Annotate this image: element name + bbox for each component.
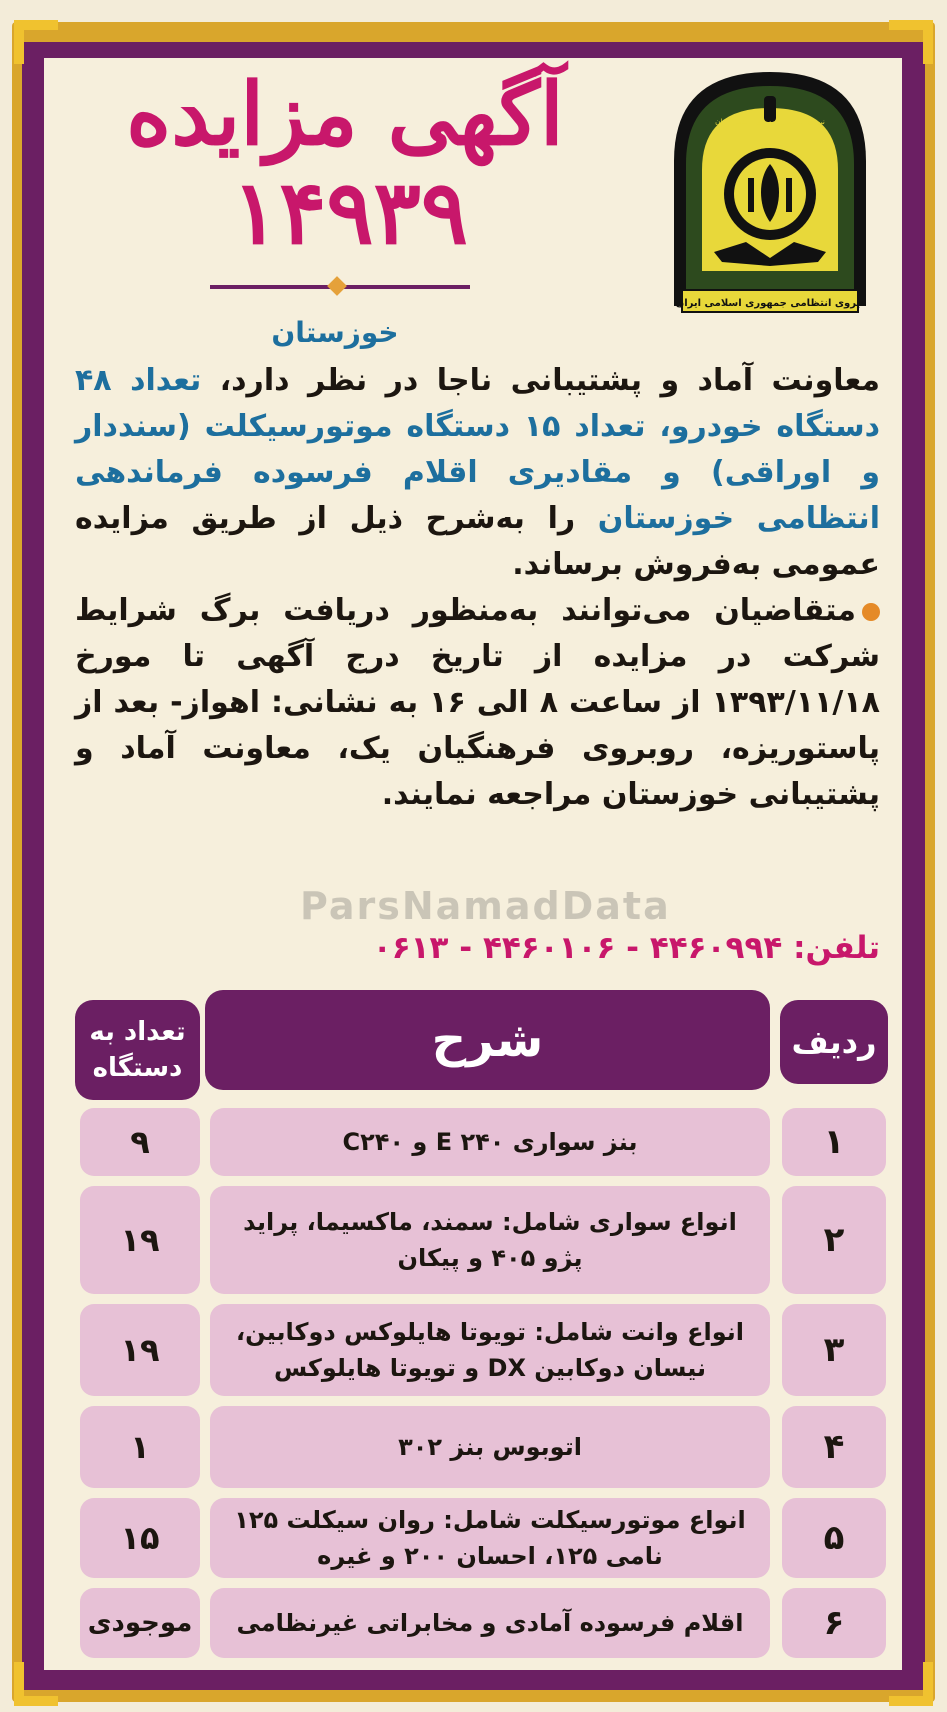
row-5-number: ۵	[782, 1498, 886, 1578]
phone-numbers: تلفن: ۴۴۶۰۹۹۴ - ۴۴۶۰۱۰۶ - ۰۶۱۳	[372, 930, 880, 966]
corner-ornament-bottom-left	[14, 1662, 58, 1706]
row-6-count: موجودی	[80, 1588, 200, 1658]
row-4-number: ۴	[782, 1406, 886, 1488]
intro-text: در نظر دارد،	[201, 363, 437, 398]
ad-title: آگهی مزایده	[126, 64, 564, 165]
row-4-count: ۱	[80, 1406, 200, 1488]
header-count: تعداد به دستگاه	[75, 1000, 200, 1100]
row-2-count: ۱۹	[80, 1186, 200, 1294]
watermark: ParsNamadData	[300, 884, 671, 928]
police-emblem-icon	[668, 66, 872, 318]
row-6-description: اقلام فرسوده آمادی و مخابراتی غیرنظامی	[210, 1588, 770, 1658]
corner-ornament-bottom-right	[889, 1662, 933, 1706]
row-5-count: ۱۵	[80, 1498, 200, 1578]
header-row-number: ردیف	[780, 1000, 888, 1084]
ad-number: ۱۴۹۳۹	[231, 160, 469, 264]
row-1-count: ۹	[80, 1108, 200, 1176]
row-3-description: انواع وانت شامل: تویوتا هایلوکس دوکابین، نیسان دوکابین DX و تویوتا هایلوکس	[210, 1304, 770, 1396]
row-2-number: ۲	[782, 1186, 886, 1294]
row-4-description: اتوبوس بنز ۳۰۲	[210, 1406, 770, 1488]
corner-ornament-top-left	[14, 20, 58, 64]
header-description: شرح	[205, 990, 770, 1090]
organization-name: معاونت آماد و پشتیبانی ناجا	[436, 363, 880, 398]
emblem-caption: نیروی انتظامی جمهوری اسلامی ایران	[675, 298, 865, 309]
row-6-number: ۶	[782, 1588, 886, 1658]
row-5-description: انواع موتورسیکلت شامل: روان سیکلت ۱۲۵ نامی ۱۲۵، احسان ۲۰۰ و غیره	[210, 1498, 770, 1578]
emblem-arc-caption: نیروی انتظامی جمهوری اسلامی ایران	[715, 118, 825, 126]
row-3-count: ۱۹	[80, 1304, 200, 1396]
paragraph-instructions	[75, 588, 880, 818]
row-3-number: ۳	[782, 1304, 886, 1396]
items-summary: تعداد ۴۸ دستگاه خودرو، تعداد ۱۵ دستگاه موتورسیکلت (سنددار و اوراقی) و مقادیری اقلام فرسوده فرماندهی انتظامی خوزستان	[75, 363, 880, 536]
row-1-number: ۱	[782, 1108, 886, 1176]
bullet-icon	[862, 603, 880, 621]
ad-body	[75, 358, 880, 818]
instructions-text: متقاضیان می‌توانند به‌منظور دریافت برگ شرایط شرکت در مزایده از تاریخ درج آگهی تا مورخ ۱۳۹۳/۱۱/۱۸ از ساعت ۸ الی ۱۶ به نشانی: اهواز- بعد از پاستوریزه، روبروی فرهنگیان یک، معاونت آماد و پشتیبانی خوزستان مراجعه نمایند.	[75, 593, 880, 812]
row-1-description: بنز سواری E ۲۴۰ و C۲۴۰	[210, 1108, 770, 1176]
intro-ending: را به‌شرح ذیل از طریق مزایده عمومی به‌فروش برساند.	[75, 501, 880, 582]
row-2-description: انواع سواری شامل: سمند، ماکسیما، پراید پژو ۴۰۵ و پیکان	[210, 1186, 770, 1294]
corner-ornament-top-right	[889, 20, 933, 64]
paragraph-intro	[75, 358, 880, 588]
region-label: خوزستان	[271, 316, 399, 349]
